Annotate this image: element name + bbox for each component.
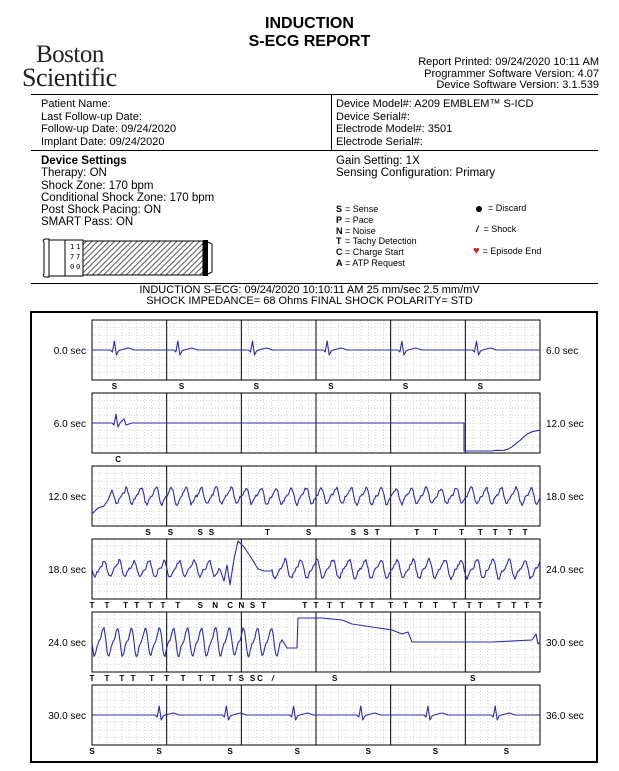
boston-scientific-logo bbox=[22, 41, 117, 92]
event-marker: C bbox=[115, 455, 122, 464]
event-marker: T bbox=[388, 601, 394, 610]
electrode-connector bbox=[208, 242, 212, 274]
device-settings-heading: Device Settings bbox=[41, 155, 127, 167]
event-marker: T bbox=[403, 601, 409, 610]
event-marker: T bbox=[524, 601, 530, 610]
event-marker: T bbox=[164, 674, 170, 683]
strip-end-time: 30.0 sec bbox=[546, 638, 584, 649]
event-marker: S bbox=[305, 528, 312, 537]
ecg-strip bbox=[48, 466, 584, 537]
event-marker: T bbox=[477, 528, 483, 537]
gain-setting: Gain Setting: 1X bbox=[336, 155, 420, 167]
programmer-version: Programmer Software Version: 4.07 bbox=[424, 67, 599, 80]
legend-sense: S = Sense bbox=[336, 204, 379, 214]
event-marker: T bbox=[326, 601, 332, 610]
implant-date: Implant Date: 09/24/2020 bbox=[41, 135, 165, 148]
strip-end-time: 12.0 sec bbox=[546, 419, 584, 430]
event-marker: T bbox=[147, 601, 153, 610]
ecg-strip bbox=[48, 612, 584, 683]
event-marker: T bbox=[522, 528, 528, 537]
event-marker: S bbox=[238, 674, 245, 683]
event-marker: T bbox=[119, 674, 125, 683]
event-marker: T bbox=[511, 601, 517, 610]
electrode-diagram bbox=[40, 236, 218, 280]
event-marker: S bbox=[145, 528, 151, 537]
strip-end-time: 36.0 sec bbox=[546, 711, 584, 722]
event-marker: S bbox=[402, 382, 409, 391]
event-marker: T bbox=[160, 601, 166, 610]
event-marker: S bbox=[470, 674, 476, 683]
event-marker: T bbox=[261, 601, 267, 610]
electrode-digit: 7 bbox=[70, 253, 75, 261]
event-marker: S bbox=[111, 382, 118, 391]
strip-end-time: 24.0 sec bbox=[546, 565, 584, 576]
event-marker: T bbox=[104, 601, 110, 610]
strip-end-time: 6.0 sec bbox=[546, 346, 579, 357]
strip-start-time: 12.0 sec bbox=[48, 492, 86, 503]
event-marker: S bbox=[167, 528, 174, 537]
electrode-serial: Electrode Serial#: bbox=[336, 135, 423, 148]
patient-info bbox=[41, 98, 176, 148]
event-marker: T bbox=[180, 674, 186, 683]
event-marker: S bbox=[350, 528, 357, 537]
smart-pass-setting: SMART Pass: ON bbox=[41, 216, 134, 229]
event-marker: T bbox=[149, 674, 155, 683]
event-marker: T bbox=[433, 528, 438, 537]
event-marker: T bbox=[451, 601, 457, 610]
event-marker: S bbox=[365, 747, 371, 756]
device-version: Device Software Version: 3.1.539 bbox=[436, 79, 599, 91]
sensing-settings bbox=[336, 155, 495, 180]
marker-legend bbox=[336, 204, 417, 269]
ecg-strips-panel bbox=[30, 311, 598, 763]
strip-start-time: 24.0 sec bbox=[48, 638, 86, 649]
header-rule bbox=[31, 94, 598, 95]
ecg-strip bbox=[54, 393, 584, 464]
event-marker: T bbox=[197, 674, 203, 683]
report-info bbox=[418, 57, 599, 92]
event-marker: T bbox=[339, 601, 345, 610]
legend-tachy: T = Tachy Detection bbox=[336, 236, 417, 247]
device-info bbox=[336, 98, 533, 148]
event-marker: S bbox=[503, 747, 510, 756]
strip-start-time: 18.0 sec bbox=[48, 565, 86, 576]
report-subtitle: S-ECG REPORT bbox=[248, 33, 371, 50]
event-marker: T bbox=[313, 601, 319, 610]
ecg-strip bbox=[54, 320, 579, 391]
logo-line-1: Boston bbox=[36, 41, 104, 68]
electrode-coil bbox=[83, 241, 203, 275]
event-marker: T bbox=[123, 601, 129, 610]
device-settings bbox=[41, 155, 214, 229]
last-followup-date: Last Follow-up Date: bbox=[41, 110, 142, 123]
event-marker: S bbox=[178, 382, 185, 391]
event-marker: T bbox=[175, 601, 181, 610]
event-marker: T bbox=[104, 674, 110, 683]
event-marker: C bbox=[257, 674, 263, 683]
event-marker: S bbox=[156, 747, 162, 756]
strip-start-time: 0.0 sec bbox=[53, 346, 86, 357]
legend-noise: N = Noise bbox=[336, 225, 376, 236]
electrode-body bbox=[49, 240, 65, 276]
report-title: INDUCTION bbox=[265, 15, 354, 32]
event-marker: S bbox=[197, 601, 203, 610]
strip-end-time: 18.0 sec bbox=[546, 492, 584, 503]
event-marker: T bbox=[130, 674, 136, 683]
strip-start-time: 30.0 sec bbox=[48, 711, 86, 722]
event-marker: T bbox=[265, 528, 270, 537]
device-model: Device Model#: A209 EMBLEM™ S-ICD bbox=[336, 98, 534, 110]
legend-pace: P = Pace bbox=[336, 214, 374, 225]
electrode-digit: 0 bbox=[70, 263, 75, 271]
legend-atp: A = ATP Request bbox=[336, 257, 405, 268]
legend-discard: = Discard bbox=[476, 203, 526, 213]
event-marker: T bbox=[414, 528, 420, 537]
electrode-model: Electrode Model#: 3501 bbox=[336, 123, 453, 135]
device-serial: Device Serial#: bbox=[336, 110, 410, 123]
event-marker: S bbox=[89, 747, 95, 756]
ecg-strip bbox=[48, 539, 584, 610]
legend-charge: C = Charge Start bbox=[336, 247, 404, 258]
electrode-digit: 0 bbox=[76, 263, 81, 271]
event-marker: T bbox=[433, 601, 438, 610]
event-marker: C bbox=[227, 601, 234, 610]
event-marker: T bbox=[496, 601, 502, 610]
event-marker: S bbox=[249, 674, 256, 683]
event-marker: T bbox=[466, 601, 472, 610]
event-marker: T bbox=[537, 601, 543, 610]
electrode-digit: 1 bbox=[70, 243, 75, 251]
electrode-end-cap bbox=[203, 240, 208, 276]
event-marker: T bbox=[418, 601, 423, 610]
discard-icon bbox=[476, 206, 482, 212]
ecg-header: INDUCTION S-ECG: 09/24/2020 10:10:11 AM 25 mm/sec 2.5 mm/mV bbox=[139, 284, 480, 296]
event-marker: S bbox=[328, 382, 334, 391]
event-marker: T bbox=[369, 601, 375, 610]
event-marker: T bbox=[507, 528, 513, 537]
event-marker: S bbox=[197, 528, 203, 537]
legend-shock: / = Shock bbox=[476, 224, 517, 234]
episode-end-icon: ♥ bbox=[473, 245, 480, 257]
event-marker: T bbox=[210, 674, 216, 683]
event-marker: S bbox=[249, 601, 256, 610]
legend-episode-end: ♥ = Episode End bbox=[473, 245, 542, 257]
event-marker: T bbox=[374, 528, 380, 537]
event-marker: S bbox=[331, 674, 338, 683]
event-marker: T bbox=[302, 601, 308, 610]
event-marker: N bbox=[238, 601, 245, 610]
logo-line-2: Scientific bbox=[22, 63, 117, 92]
event-marker: S bbox=[363, 528, 369, 537]
conditional-shock-zone-setting: Conditional Shock Zone: 170 bpm bbox=[41, 191, 215, 204]
sensing-configuration: Sensing Configuration: Primary bbox=[336, 167, 496, 180]
event-marker: S bbox=[253, 382, 259, 391]
therapy-setting: Therapy: ON bbox=[41, 167, 107, 180]
patient-name: Patient Name: bbox=[41, 98, 111, 110]
electrode-digit: 7 bbox=[76, 253, 81, 261]
event-marker: T bbox=[459, 528, 465, 537]
ecg-strips bbox=[32, 313, 596, 761]
event-marker: S bbox=[227, 747, 233, 756]
event-marker: T bbox=[477, 601, 483, 610]
post-shock-pacing-setting: Post Shock Pacing: ON bbox=[41, 204, 162, 217]
patient-divider bbox=[331, 94, 332, 150]
electrode-digit: 1 bbox=[76, 243, 81, 251]
event-marker: T bbox=[358, 601, 364, 610]
event-marker: T bbox=[89, 601, 95, 610]
event-marker: T bbox=[89, 674, 95, 683]
shock-zone-setting: Shock Zone: 170 bpm bbox=[41, 179, 154, 192]
event-marker: / bbox=[271, 674, 274, 683]
event-marker: S bbox=[432, 747, 439, 756]
followup-date: Follow-up Date: 09/24/2020 bbox=[41, 123, 177, 135]
event-marker: T bbox=[492, 528, 498, 537]
report-printed: Report Printed: 09/24/2020 10:11 AM bbox=[418, 56, 599, 68]
event-marker: N bbox=[212, 601, 219, 610]
event-marker: S bbox=[477, 382, 483, 391]
event-marker: S bbox=[294, 747, 301, 756]
strip-start-time: 6.0 sec bbox=[53, 419, 86, 430]
event-marker: S bbox=[208, 528, 215, 537]
shock-icon: / bbox=[476, 224, 479, 234]
shock-impedance: SHOCK IMPEDANCE= 68 Ohms FINAL SHOCK POLARITY= STD bbox=[146, 295, 473, 307]
event-marker: T bbox=[134, 601, 140, 610]
patient-rule bbox=[31, 150, 598, 151]
event-marker: T bbox=[227, 674, 233, 683]
electrode-tip bbox=[43, 239, 49, 277]
ecg-strip bbox=[48, 685, 584, 756]
